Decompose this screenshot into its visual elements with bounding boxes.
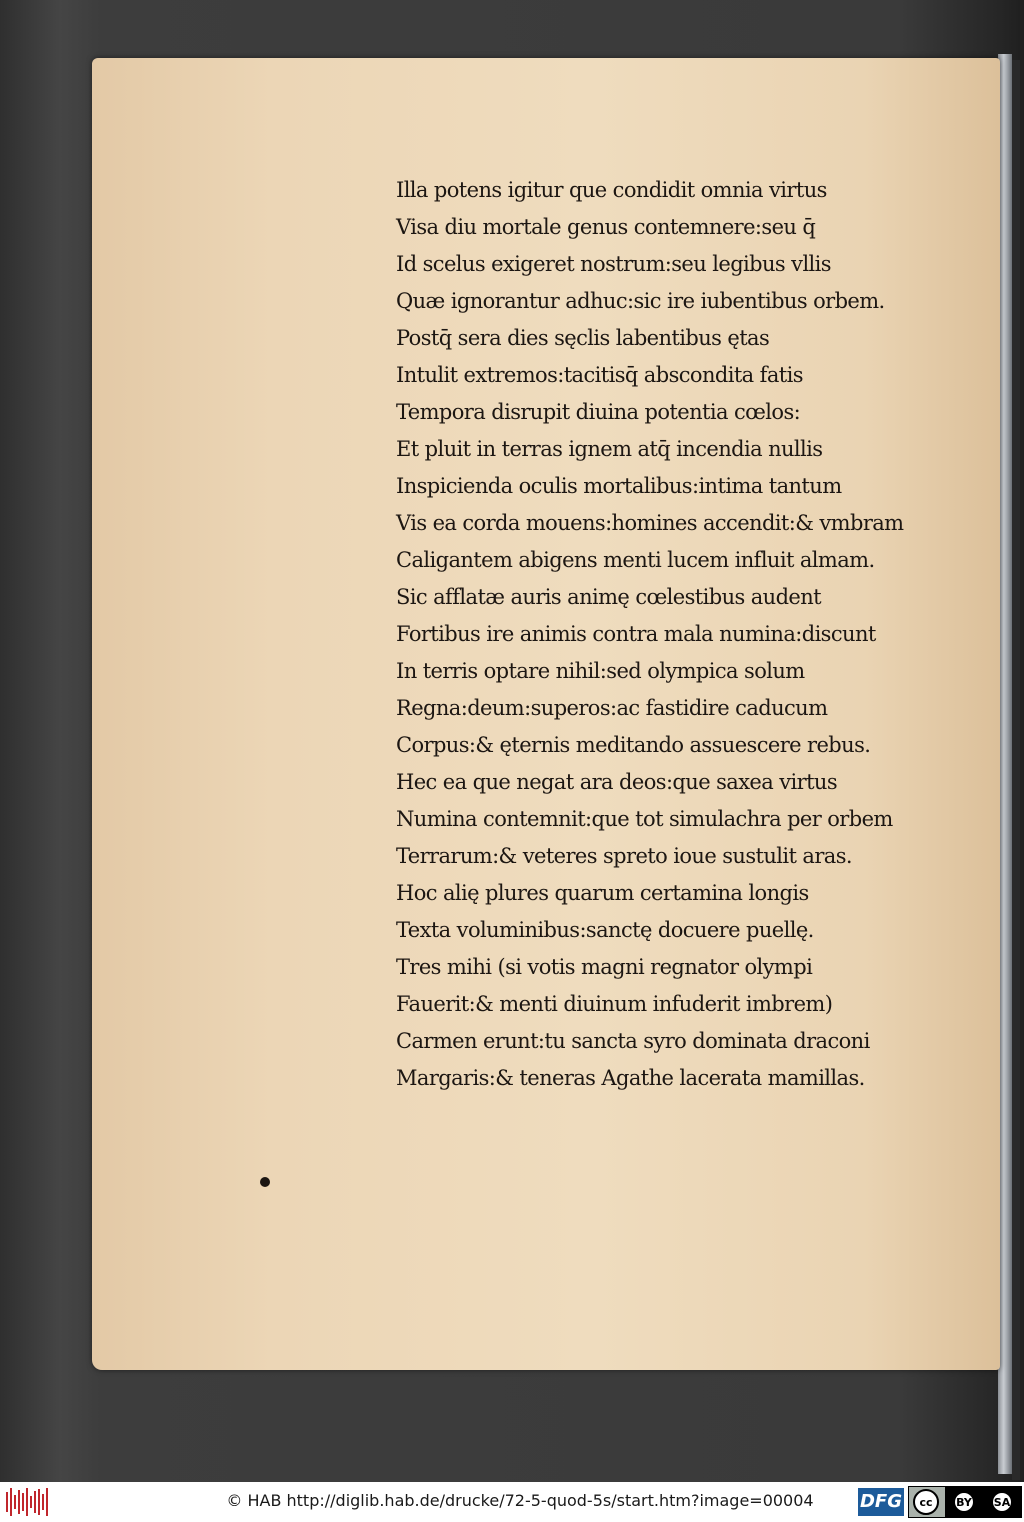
footer-bar <box>0 1482 1024 1522</box>
cc-license-icon[interactable] <box>908 1486 1022 1518</box>
verse-line: In terris optare nihil:sed olympica solum <box>396 659 805 683</box>
verse-line: Fortibus ire animis contra mala numina:discunt <box>396 622 876 646</box>
verse-line: Et pluit in terras ignem atq̄ incendia nullis <box>396 437 823 461</box>
verse-line: Terrarum:& veteres spreto ioue sustulit aras. <box>396 844 852 868</box>
verse-line: Quæ ignorantur adhuc:sic ire iubentibus orbem. <box>396 289 885 313</box>
verse-line: Margaris:& teneras Agathe lacerata mamillas. <box>396 1066 865 1090</box>
ink-dot <box>260 1177 270 1187</box>
cc-attributes <box>945 1487 1021 1517</box>
verse-line: Corpus:& ęternis meditando assuescere rebus. <box>396 733 871 757</box>
citation-link[interactable]: © HAB http://diglib.hab.de/drucke/72-5-quod-5s/start.htm?image=00004 <box>226 1491 814 1510</box>
verse-line: Sic afflatæ auris animę cœlestibus audent <box>396 585 822 609</box>
hab-logo-icon[interactable] <box>6 1488 48 1516</box>
verse-line: Id scelus exigeret nostrum:seu legibus vllis <box>396 252 831 276</box>
verse-line: Fauerit:& menti diuinum infuderit imbrem) <box>396 992 833 1016</box>
verse-line: Numina contemnit:que tot simulachra per orbem <box>396 807 893 831</box>
book-edge <box>998 54 1012 1474</box>
verse-line: Hoc alię plures quarum certamina longis <box>396 881 809 905</box>
verse-line: Hec ea que negat ara deos:que saxea virtus <box>396 770 838 794</box>
verse-line: Regna:deum:superos:ac fastidire caducum <box>396 696 828 720</box>
poem-text <box>396 172 956 1097</box>
sa-icon: SA <box>993 1493 1011 1511</box>
verse-line: Tempora disrupit diuina potentia cœlos: <box>396 400 801 424</box>
verse-line: Postq̄ sera dies sęclis labentibus ętas <box>396 326 770 350</box>
dfg-logo-icon[interactable]: DFG <box>858 1488 904 1516</box>
verse-line: Texta voluminibus:sanctę docuere puellę. <box>396 918 814 942</box>
cc-icon: cc <box>913 1489 939 1515</box>
verse-line: Inspicienda oculis mortalibus:intima tantum <box>396 474 842 498</box>
verse-line: Illa potens igitur que condidit omnia virtus <box>396 178 827 202</box>
verse-line: Caligantem abigens menti lucem influit almam. <box>396 548 875 572</box>
verse-line: Visa diu mortale genus contemnere:seu q̄ <box>396 215 816 239</box>
verse-line: Carmen erunt:tu sancta syro dominata draconi <box>396 1029 870 1053</box>
by-icon: BY <box>955 1493 973 1511</box>
verse-line: Intulit extremos:tacitisq̄ abscondita fatis <box>396 363 803 387</box>
verse-line: Vis ea corda mouens:homines accendit:& vmbram <box>396 511 904 535</box>
book-edge-shadow <box>1012 60 1020 1480</box>
verse-line: Tres mihi (si votis magni regnator olympi <box>396 955 813 979</box>
